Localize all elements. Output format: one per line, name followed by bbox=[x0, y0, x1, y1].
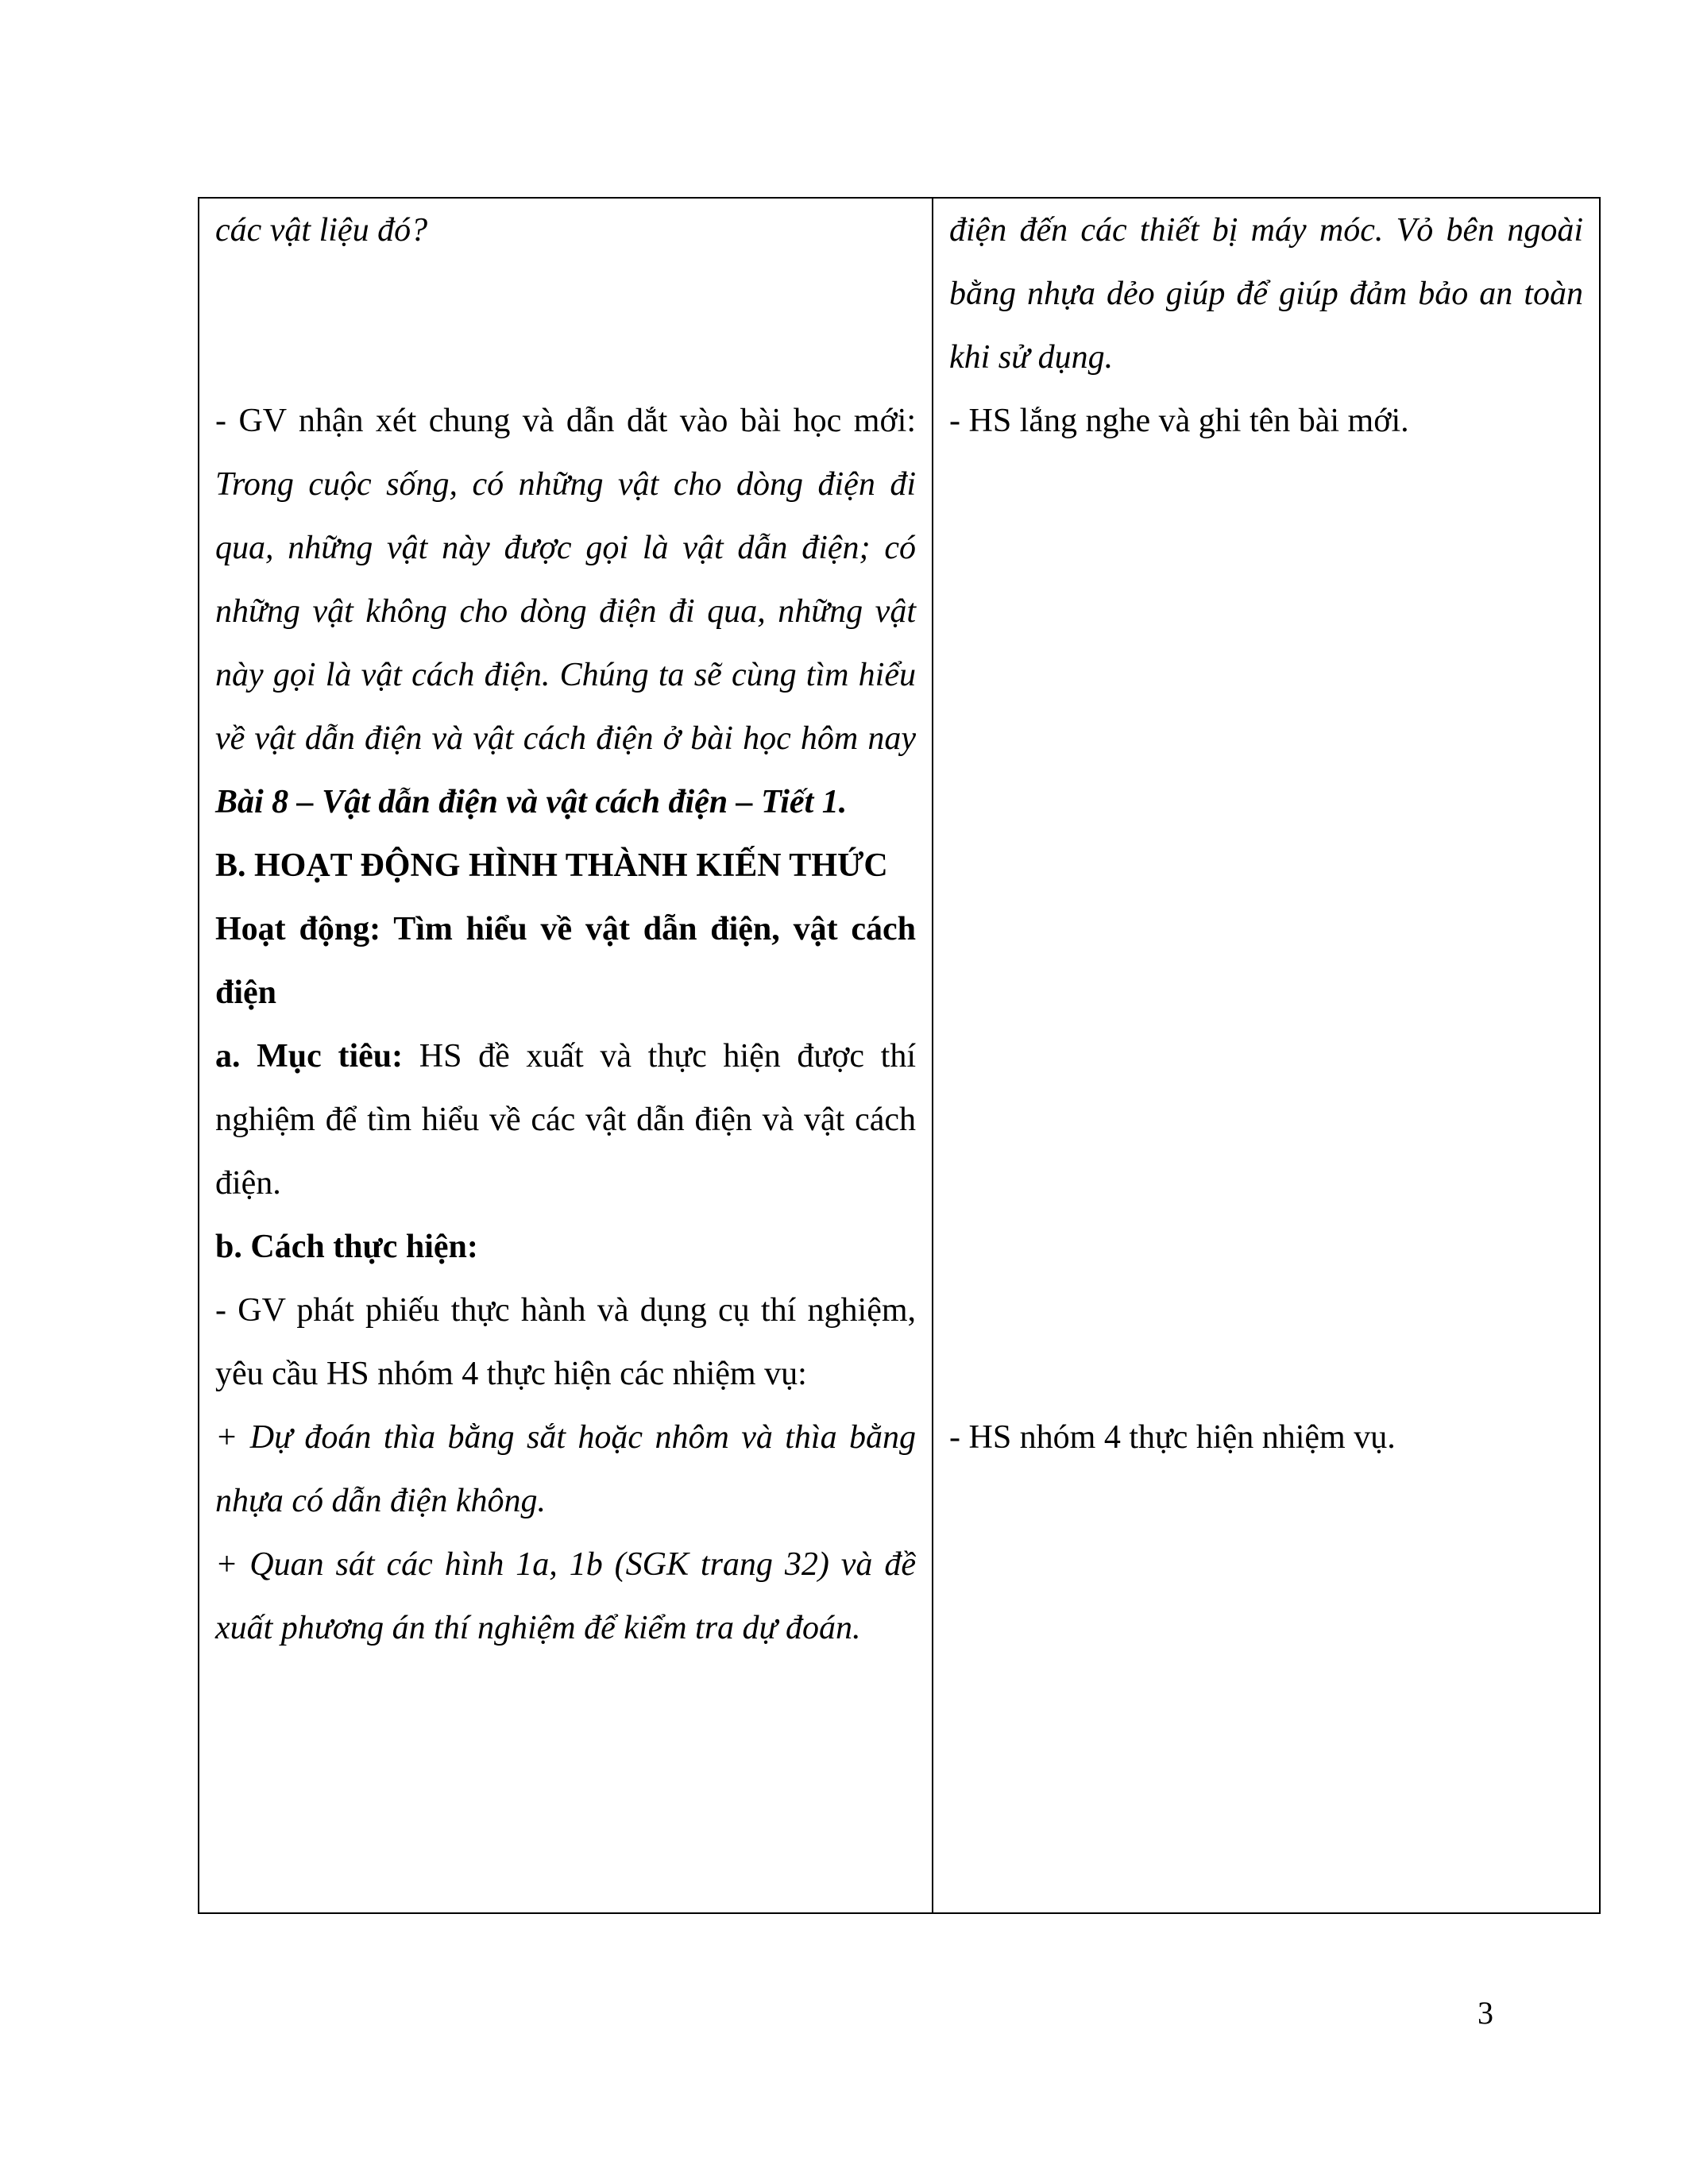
hs-group-task: - HS nhóm 4 thực hiện nhiệm vụ. bbox=[949, 1419, 1396, 1456]
gv-intro-label: - GV nhận xét chung và dẫn dắt vào bài học mới: bbox=[215, 403, 916, 439]
student-activity-cell bbox=[933, 198, 1600, 1913]
gv-intro-italic: Trong cuộc sống, có những vật cho dòng điện đi qua, những vật này được gọi là vật dẫn điện; có những vật không cho dòng điện đi qua, những vật này gọi là vật cách điện. Chúng ta sẽ cùng tìm hiểu về vật dẫn điện và vật cách điện ở bài học hôm nay bbox=[215, 466, 916, 757]
page-number: 3 bbox=[1477, 1995, 1493, 2031]
gv-intro-paragraph bbox=[215, 389, 916, 834]
question-tail: các vật liệu đó? bbox=[215, 212, 428, 249]
hs-listen: - HS lắng nghe và ghi tên bài mới. bbox=[949, 403, 1409, 439]
objective-text: HS đề xuất và thực hiện được thí nghiệm để tìm hiểu về các vật dẫn điện và vật cách điện. bbox=[215, 1038, 916, 1202]
gv-task-paragraph: - GV phát phiếu thực hành và dụng cụ thí nghiệm, yêu cầu HS nhóm 4 thực hiện các nhiệm vụ: bbox=[215, 1292, 916, 1392]
lesson-plan-table bbox=[198, 197, 1601, 1914]
objective-label: a. Mục tiêu: bbox=[215, 1038, 404, 1075]
teacher-activity-cell bbox=[199, 198, 933, 1913]
section-b-heading: B. HOẠT ĐỘNG HÌNH THÀNH KIẾN THỨC bbox=[215, 847, 888, 884]
task-1: + Dự đoán thìa bằng sắt hoặc nhôm và thìa bằng nhựa có dẫn điện không. bbox=[215, 1419, 916, 1519]
answer-tail: điện đến các thiết bị máy móc. Vỏ bên ngoài bằng nhựa dẻo giúp để giúp đảm bảo an toàn khi sử dụng. bbox=[949, 212, 1583, 376]
objective-paragraph bbox=[215, 1024, 916, 1215]
activity-title: Hoạt động: Tìm hiểu về vật dẫn điện, vật cách điện bbox=[215, 911, 916, 1011]
method-label: b. Cách thực hiện: bbox=[215, 1229, 478, 1265]
lesson-title: Bài 8 – Vật dẫn điện và vật cách điện – Tiết 1. bbox=[215, 784, 848, 820]
task-2: + Quan sát các hình 1a, 1b (SGK trang 32) và đề xuất phương án thí nghiệm để kiểm tra dự đoán. bbox=[215, 1546, 916, 1646]
table-row bbox=[199, 198, 1600, 1913]
